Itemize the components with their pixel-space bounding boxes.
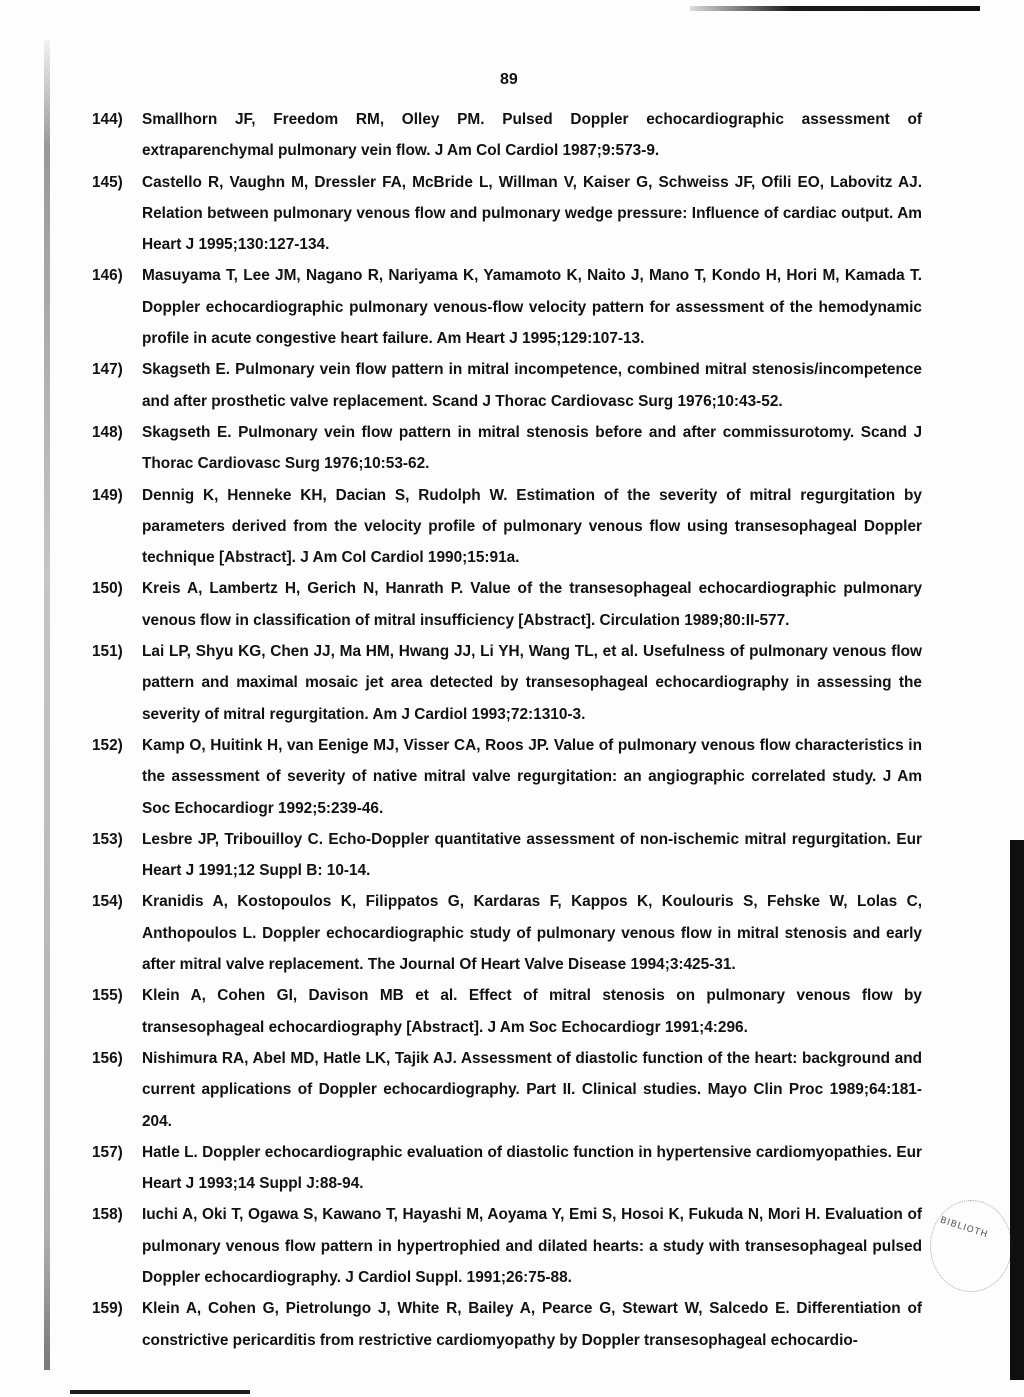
reference-item xyxy=(92,1293,922,1356)
reference-item xyxy=(92,636,922,730)
reference-text: Skagseth E. Pulmonary vein flow pattern in mitral incompetence, combined mitral stenosis/incompetence and after prosthetic valve replacement. Scand J Thorac Cardiovasc Surg 1976;10:43-52. xyxy=(142,361,922,410)
reference-text: Iuchi A, Oki T, Ogawa S, Kawano T, Hayashi M, Aoyama Y, Emi S, Hosoi K, Fukuda N, Mori H. Evaluation of pulmonary venous flow pattern in hypertrophied and dilated hearts: a study with transesophageal pulsed Doppler echocardiography. J Cardiol Suppl. 1991;26:75-88. xyxy=(142,1206,922,1286)
reference-item xyxy=(92,417,922,480)
reference-number: 149) xyxy=(92,486,123,504)
reference-number: 157) xyxy=(92,1143,123,1161)
scan-artifact-left-edge xyxy=(44,40,50,1370)
reference-number: 151) xyxy=(92,643,123,661)
library-stamp xyxy=(930,1200,1012,1292)
reference-text: Kranidis A, Kostopoulos K, Filippatos G, Kardaras F, Kappos K, Koulouris S, Fehske W, Lolas C, Anthopoulos L. Doppler echocardiographic study of pulmonary venous flow in mitral stenosis and early after mitral valve replacement. The Journal Of Heart Valve Disease 1994;3:425-31. xyxy=(142,893,922,974)
scan-artifact-top xyxy=(690,6,980,11)
reference-item xyxy=(92,730,922,824)
reference-text: Klein A, Cohen GI, Davison MB et al. Effect of mitral stenosis on pulmonary venous flow by transesophageal echocardiography [Abstract]. J Am Soc Echocardiogr 1991;4:296. xyxy=(142,987,922,1036)
reference-item xyxy=(92,980,922,1043)
reference-text: Klein A, Cohen G, Pietrolungo J, White R, Bailey A, Pearce G, Stewart W, Salcedo E. Differentiation of constrictive pericarditis from restrictive cardiomyopathy by Doppler transesophageal echocardio- xyxy=(142,1300,922,1349)
reference-item xyxy=(92,573,922,636)
reference-item xyxy=(92,1137,922,1200)
reference-item xyxy=(92,480,922,574)
reference-number: 159) xyxy=(92,1300,123,1318)
reference-number: 147) xyxy=(92,361,123,379)
reference-text: Kamp O, Huitink H, van Eenige MJ, Visser CA, Roos JP. Value of pulmonary venous flow characteristics in the assessment of severity of native mitral valve regurgitation: an angiographic correlated study. J Am Soc Echocardiogr 1992;5:239-46. xyxy=(142,736,922,817)
reference-number: 156) xyxy=(92,1049,123,1067)
reference-text: Castello R, Vaughn M, Dressler FA, McBride L, Willman V, Kaiser G, Schweiss JF, Ofili EO, Labovitz AJ. Relation between pulmonary venous flow and pulmonary wedge pressure: Influence of cardiac output. Am Heart J 1995;130:127-134. xyxy=(142,173,922,254)
reference-number: 144) xyxy=(92,111,123,128)
reference-number: 146) xyxy=(92,267,123,285)
reference-number: 152) xyxy=(92,736,123,754)
reference-number: 154) xyxy=(92,893,123,911)
library-stamp-text: BIBLIOTH xyxy=(938,1215,990,1241)
reference-item xyxy=(92,1043,922,1137)
reference-text: Dennig K, Henneke KH, Dacian S, Rudolph W. Estimation of the severity of mitral regurgitation by parameters derived from the velocity profile of pulmonary venous flow using transesophageal Doppler technique [Abstract]. J Am Col Cardiol 1990;15:91a. xyxy=(142,486,922,567)
reference-item xyxy=(92,260,922,354)
reference-text: Masuyama T, Lee JM, Nagano R, Nariyama K, Yamamoto K, Naito J, Mano T, Kondo H, Hori M, Kamada T. Doppler echocardiographic pulmonary venous-flow velocity pattern for assessment of the hemodynamic profile in acute congestive heart failure. Am Heart J 1995;129:107-13. xyxy=(142,267,922,348)
reference-list xyxy=(92,104,922,1356)
scan-artifact-right-edge xyxy=(1010,840,1024,1380)
reference-item xyxy=(92,354,922,417)
reference-text: Hatle L. Doppler echocardiographic evaluation of diastolic function in hypertensive cardiomyopathies. Eur Heart J 1993;14 Suppl J:88-94. xyxy=(142,1143,922,1193)
scan-artifact-bottom xyxy=(70,1390,250,1394)
reference-number: 148) xyxy=(92,423,123,441)
reference-item xyxy=(92,167,922,261)
reference-item xyxy=(92,1199,922,1293)
page-number: 89 xyxy=(500,71,518,88)
reference-text: Smallhorn JF, Freedom RM, Olley PM. Pulsed Doppler echocardiographic assessment of extraparenchymal pulmonary vein flow. J Am Col Cardiol 1987;9:573-9. xyxy=(142,111,922,160)
reference-text: Lai LP, Shyu KG, Chen JJ, Ma HM, Hwang JJ, Li YH, Wang TL, et al. Usefulness of pulmonary venous flow pattern and maximal mosaic jet area detected by transesophageal echocardiography in assessing the severity of mitral regurgitation. Am J Cardiol 1993;72:1310-3. xyxy=(142,643,922,723)
reference-text: Nishimura RA, Abel MD, Hatle LK, Tajik AJ. Assessment of diastolic function of the heart: background and current applications of Doppler echocardiography. Part II. Clinical studies. Mayo Clin Proc 1989;64:181-204. xyxy=(142,1049,922,1130)
reference-item xyxy=(92,104,922,167)
reference-text: Kreis A, Lambertz H, Gerich N, Hanrath P. Value of the transesophageal echocardiographic pulmonary venous flow in classification of mitral insufficiency [Abstract]. Circulation 1989;80:II-577. xyxy=(142,580,922,629)
reference-item xyxy=(92,886,922,980)
reference-text: Skagseth E. Pulmonary vein flow pattern in mitral stenosis before and after commissurotomy. Scand J Thorac Cardiovasc Surg 1976;10:53-62. xyxy=(142,423,922,473)
reference-number: 155) xyxy=(92,987,123,1005)
reference-number: 150) xyxy=(92,580,123,598)
reference-item xyxy=(92,824,922,887)
reference-number: 153) xyxy=(92,830,123,848)
reference-number: 158) xyxy=(92,1206,123,1224)
reference-number: 145) xyxy=(92,173,123,191)
reference-text: Lesbre JP, Tribouilloy C. Echo-Doppler quantitative assessment of non-ischemic mitral regurgitation. Eur Heart J 1991;12 Suppl B: 10-14. xyxy=(142,830,922,880)
